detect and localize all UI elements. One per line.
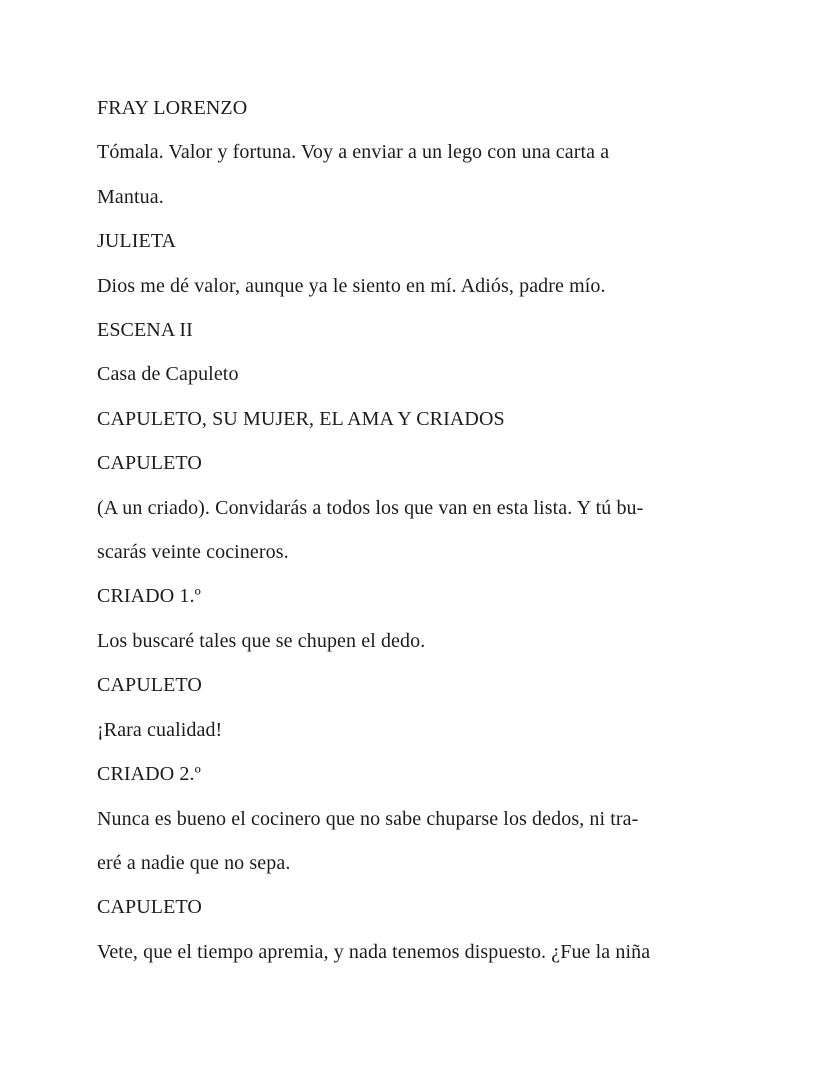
speaker-line: FRAY LORENZO: [97, 97, 248, 119]
dialogue-line: Tómala. Valor y fortuna. Voy a enviar a un lego con una carta a: [97, 141, 610, 164]
dialogue-line: eré a nadie que no sepa.: [97, 851, 291, 874]
speaker-line: JULIETA: [97, 230, 177, 253]
scene-heading-line: ESCENA II: [97, 319, 193, 342]
speaker-line: CRIADO 2.º: [97, 763, 201, 786]
dialogue-line: Dios me dé valor, aunque ya le siento en mí. Adiós, padre mío.: [97, 274, 606, 297]
dialogue-line: Vete, que el tiempo apremia, y nada tenemos dispuesto. ¿Fue la niña: [97, 940, 651, 963]
dialogue-line: ¡Rara cualidad!: [97, 718, 223, 741]
cast-list-line: CAPULETO, SU MUJER, EL AMA Y CRIADOS: [97, 407, 505, 430]
dialogue-line: scarás veinte cocineros.: [97, 541, 289, 564]
scene-setting-line: Casa de Capuleto: [97, 363, 239, 386]
dialogue-line: Nunca es bueno el cocinero que no sabe chuparse los dedos, ni tra-: [97, 807, 639, 830]
speaker-line: CAPULETO: [97, 674, 202, 697]
speaker-line: CRIADO 1.º: [97, 585, 201, 608]
speaker-line: CAPULETO: [97, 896, 202, 919]
dialogue-line: Mantua.: [97, 185, 164, 208]
script-text-block: [97, 86, 737, 974]
speaker-line: CAPULETO: [97, 452, 202, 475]
dialogue-line: Los buscaré tales que se chupen el dedo.: [97, 629, 426, 652]
dialogue-line: (A un criado). Convidarás a todos los que van en esta lista. Y tú bu-: [97, 496, 644, 519]
